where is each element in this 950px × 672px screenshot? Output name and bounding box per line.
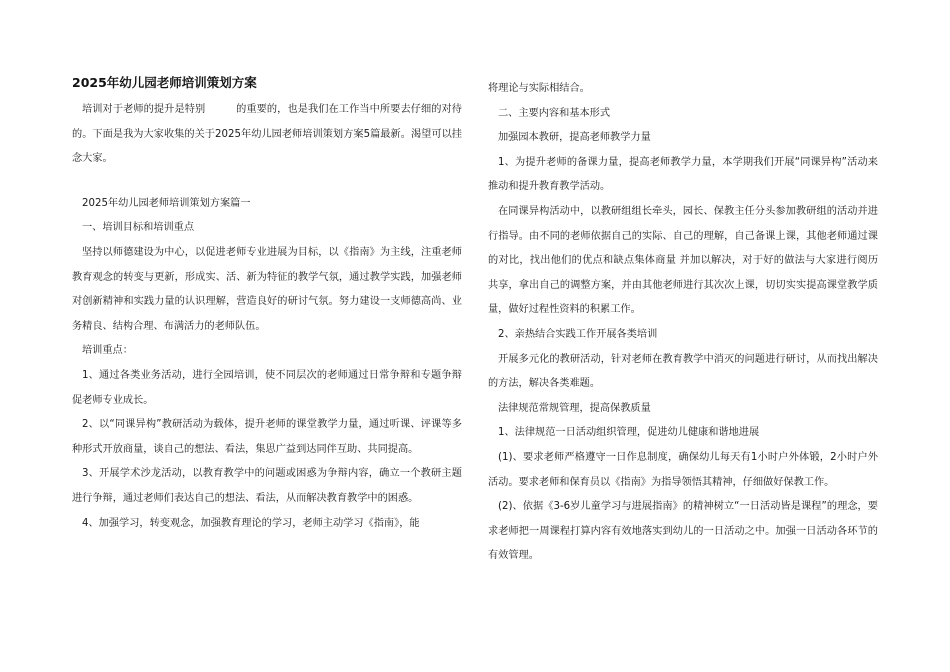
right-column-body <box>488 77 878 569</box>
paragraph: 培训对于老师的提升是特别 的重要的，也是我们在工作当中所要去仔细的对待的。下面是我为大家收集的关于2025年幼儿园老师培训策划方案5篇最新。渴望可以挂念大家。 <box>72 104 462 165</box>
paragraph: 3、开展学术沙龙活动，以教育教学中的问题或困惑为争辩内容，确立一个教研主题进行争辩，通过老师们表达自己的想法、看法，从而解决教育教学中的困惑。 <box>72 468 462 504</box>
paragraph: 2、以“同课异构”教研活动为载体，提升老师的课堂教学力量，通过听课、评课等多种形式开放商量，谈自己的想法、看法，集思广益到达同伴互助、共同提高。 <box>72 419 462 455</box>
paragraph: 1、为提升老师的备课力量，提高老师教学力量，本学期我们开展“同课异构”活动来推动和提升教育教学活动。 <box>488 156 878 193</box>
paragraph: 开展多元化的教研活动，针对老师在教育教学中消灭的问题进行研讨，从而找出解决的方法，解决各类难题。 <box>488 353 878 390</box>
paragraph: 在同课异构活动中，以教研组组长牵头，园长、保教主任分头参加教研组的活动并进行指导。由不同的老师依据自己的实际、自己的理解，自己备课上课，其他老师通过课的对比，找出他们的优点和缺点集体商量 并加以解决，对于好的做法与大家进行阅历共享，拿出自己的调整方案，并由其他老师进行其次次上课，切切实实提高课堂教学质量，做好过程性资料的积累工作。 <box>488 205 878 316</box>
paragraph: 将理论与实际相结合。 <box>488 83 590 94</box>
page-title: 2025年幼儿园老师培训策划方案 <box>72 75 257 90</box>
paragraph: 4、加强学习，转变观念，加强教育理论的学习，老师主动学习《指南》，能 <box>82 517 420 529</box>
paragraph: (2)、依据《3-6岁儿童学习与进展指南》的精神树立“一日活动皆是课程”的理念，要求老师把一周课程打算内容有效地落实到幼儿的一日活动之中。加强一日活动各环节的有效管理。 <box>488 501 878 562</box>
paragraph: 坚持以师德建设为中心，以促进老师专业进展为目标，以《指南》为主线，注重老师教育观念的转变与更新，形成实、活、新为特征的教学气氛，通过教学实践，加强老师对创新精神和实践力量的认识理解，营造良好的研讨气氛。努力建设一支师德高尚、业务精良、结构合理、布满活力的老师队伍。 <box>72 246 462 332</box>
paragraph: 2、亲热结合实践工作开展各类培训 <box>498 328 658 340</box>
paragraph-spacer <box>72 172 462 192</box>
paragraph: 1、通过各类业务活动，进行全园培训，使不同层次的老师通过日常争辩和专题争辩促老师专业成长。 <box>72 369 462 406</box>
paragraph: 培训重点： <box>82 345 133 357</box>
paragraph: 法律规范常规管理，提高保教质量 <box>498 402 651 414</box>
paragraph: 加强园本教研，提高老师教学力量 <box>498 132 651 144</box>
paragraph: 2025年幼儿园老师培训策划方案篇一 <box>82 197 251 209</box>
paragraph: 1、法律规范一日活动组织管理，促进幼儿健康和谐地进展 <box>498 427 760 439</box>
left-column <box>72 74 462 536</box>
paragraph: 一、培训目标和培训重点 <box>82 222 195 234</box>
left-column-body <box>72 98 462 536</box>
paragraph: (1)、要求老师严格遵守一日作息制度，确保幼儿每天有1小时户外体锻，2小时户外活动。要求老师和保育员以《指南》为指导领悟其精神，仔细做好保教工作。 <box>488 451 878 488</box>
paragraph: 二、主要内容和基本形式 <box>498 107 611 119</box>
right-column <box>488 77 878 569</box>
